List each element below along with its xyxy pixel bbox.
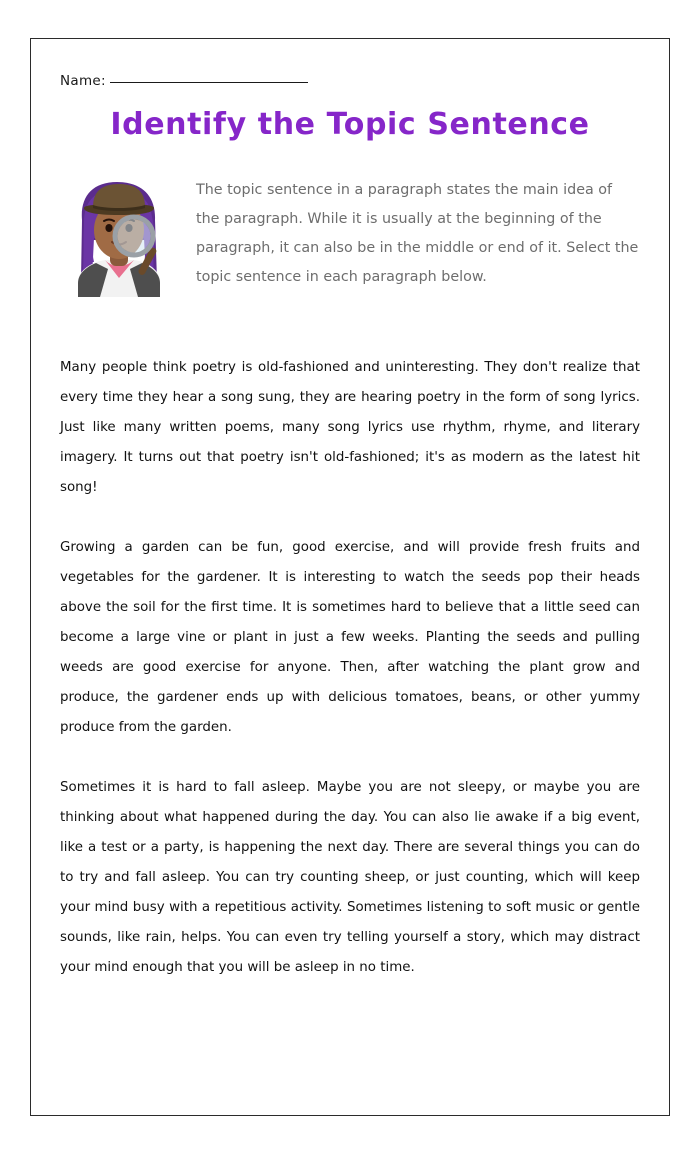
paragraph-3[interactable]: Sometimes it is hard to fall asleep. Maybe you are not sleepy, or maybe you are thinking about what happened during the day. You can also lie awake if a big event, like a test or a party, is happening the next day. There are several things you can do to try and fall asleep. You can try counting sheep, or just counting, which will keep your mind busy with a repetitious activity. Sometimes listening to soft music or gentle sounds, like rain, helps. You can even try telling yourself a story, which may distract your mind enough that you will be asleep in no time. [60, 780, 640, 975]
worksheet-content [60, 70, 640, 983]
name-input-blank[interactable] [110, 70, 308, 83]
paragraph-1[interactable]: Many people think poetry is old-fashioned and uninteresting. They don't realize that every time they hear a song sung, they are hearing poetry in the form of song lyrics. Just like many written poems, many song lyrics use rhythm, rhyme, and literary imagery. It turns out that poetry isn't old-fashioned; it's as modern as the latest hit song! [60, 360, 640, 495]
page-title: Identify the Topic Sentence [110, 107, 590, 142]
name-field-row [60, 70, 640, 89]
name-label: Name: [60, 73, 106, 89]
paragraph-2[interactable]: Growing a garden can be fun, good exercise, and will provide fresh fruits and vegetables for the gardener. It is interesting to watch the seeds pop their heads above the soil for the first time. It is sometimes hard to believe that a little seed can become a large vine or plant in just a few weeks. Planting the seeds and pulling weeds are good exercise for anyone. Then, after watching the plant grow and produce, the gardener ends up with delicious tomatoes, beans, or other yummy produce from the garden. [60, 540, 640, 735]
spacer [60, 317, 640, 327]
intro-section [60, 162, 640, 297]
detective-girl-icon [60, 162, 178, 297]
instructions-text: The topic sentence in a paragraph states the main idea of the paragraph. While it is usually at the beginning of the paragraph, it can also be in the middle or end of it. Select the topic sentence in each paragraph below. [196, 182, 639, 285]
